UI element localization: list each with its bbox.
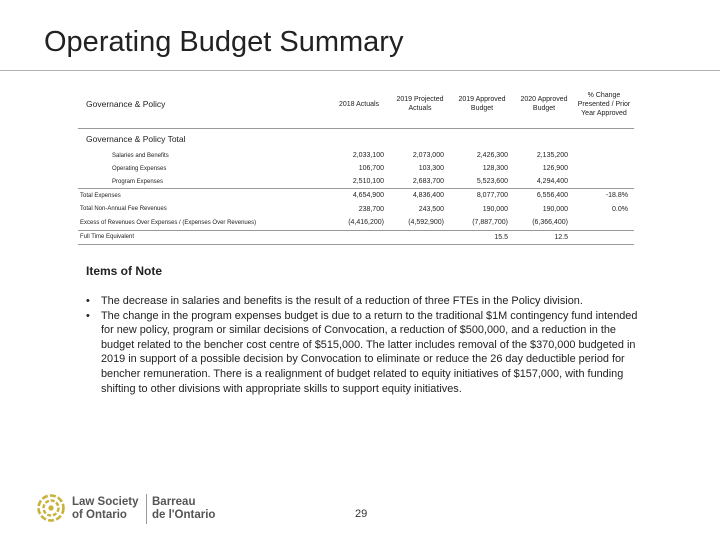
section-label: Governance & Policy Total bbox=[86, 134, 186, 144]
row-label: Program Expenses bbox=[112, 178, 164, 185]
cell-2018: 4,654,900 bbox=[328, 189, 390, 203]
header-percent-change: % Change Presented / Prior Year Approved bbox=[574, 80, 634, 129]
table-row bbox=[78, 216, 634, 230]
cell-2019-projected: 2,073,000 bbox=[412, 152, 444, 159]
cell-2020-approved: 190,000 bbox=[542, 205, 568, 213]
list-item-text: The change in the program expenses budget is due to a return to the traditional $1M contingency fund intended for new policy, program or similar decisions of Convocation, a reduction of $500,000, and a reduction in the budget related to the bencher cost centre of $515,000. The latter includes removal of the $370,000 budgeted in 2019 in support of a possible decision by Convocation to eliminate or reduce the 26 day deductible period for bencher remuneration. There is a realignment of budget related to equity initiatives of $157,000, with funding shifting to other divisions with appropriate skills to support equity initiatives. bbox=[101, 309, 638, 395]
cell-2018: (4,416,200) bbox=[348, 219, 384, 227]
cell-2018: 106,700 bbox=[358, 165, 384, 172]
logo-french-line2: de l'Ontario bbox=[152, 509, 216, 521]
cell-2019-approved: (7,887,700) bbox=[472, 219, 508, 227]
list-item bbox=[86, 294, 646, 309]
cell-percent bbox=[574, 175, 634, 189]
logo-english-line1: Law Society bbox=[72, 496, 139, 508]
cell-percent bbox=[574, 149, 634, 162]
cell-2018: 238,700 bbox=[358, 205, 384, 213]
header-category: Governance & Policy bbox=[78, 80, 328, 129]
law-society-emblem-icon bbox=[36, 492, 66, 524]
cell-percent bbox=[574, 230, 634, 245]
items-heading: Items of Note bbox=[86, 264, 163, 278]
cell-2019-approved: 15.5 bbox=[450, 230, 514, 245]
logo-divider bbox=[146, 494, 147, 524]
row-label: Excess of Revenues Over Expenses / (Expenses Over Revenues) bbox=[80, 219, 257, 226]
cell-2019-projected: 4,836,400 bbox=[390, 189, 450, 203]
cell-2020-approved: 2,135,200 bbox=[536, 152, 568, 159]
table-header-row bbox=[78, 80, 634, 129]
cell-percent bbox=[574, 162, 634, 175]
list-item-text: The decrease in salaries and benefits is the result of a reduction of three FTEs in the Policy division. bbox=[101, 295, 583, 307]
table-row bbox=[78, 149, 634, 162]
cell-2020-approved: 4,294,400 bbox=[536, 178, 568, 185]
cell-2020-approved: 6,556,400 bbox=[514, 189, 574, 203]
table-row bbox=[78, 203, 634, 217]
table-row bbox=[78, 162, 634, 175]
budget-table bbox=[78, 80, 634, 245]
header-2020-approved: 2020 Approved Budget bbox=[514, 80, 574, 129]
cell-2020-approved: 126,900 bbox=[542, 165, 568, 172]
row-label: Salaries and Benefits bbox=[112, 152, 169, 159]
cell-2019-projected: 243,500 bbox=[418, 205, 444, 213]
table-row bbox=[78, 175, 634, 189]
cell-2019-projected bbox=[390, 230, 450, 245]
cell-2019-approved: 8,077,700 bbox=[450, 189, 514, 203]
cell-2019-approved: 128,300 bbox=[482, 165, 508, 172]
header-2019-approved: 2019 Approved Budget bbox=[450, 80, 514, 129]
row-label: Total Expenses bbox=[78, 189, 328, 203]
logo-english-line2: of Ontario bbox=[72, 509, 127, 521]
cell-percent: -18.8% bbox=[574, 189, 634, 203]
logo-french-line1: Barreau bbox=[152, 496, 196, 508]
cell-percent: 0.0% bbox=[612, 205, 628, 213]
section-row bbox=[78, 129, 634, 150]
page-title: Operating Budget Summary bbox=[44, 26, 404, 58]
cell-percent bbox=[574, 216, 634, 230]
table-row bbox=[78, 230, 634, 245]
cell-2020-approved: 12.5 bbox=[514, 230, 574, 245]
cell-2019-projected: (4,592,900) bbox=[408, 219, 444, 227]
logo-text-french bbox=[152, 496, 215, 522]
title-divider bbox=[0, 70, 720, 71]
cell-2018: 2,510,100 bbox=[352, 178, 384, 185]
header-2019-projected: 2019 Projected Actuals bbox=[390, 80, 450, 129]
cell-2019-projected: 103,300 bbox=[418, 165, 444, 172]
logo-text-english bbox=[72, 496, 138, 522]
items-of-note bbox=[86, 264, 646, 396]
cell-2020-approved: (6,366,400) bbox=[532, 219, 568, 227]
cell-2019-approved: 2,426,300 bbox=[476, 152, 508, 159]
cell-2019-projected: 2,683,700 bbox=[412, 178, 444, 185]
cell-2018 bbox=[328, 230, 390, 245]
cell-2018: 2,033,100 bbox=[352, 152, 384, 159]
items-list bbox=[86, 294, 646, 396]
header-2018-actuals: 2018 Actuals bbox=[328, 80, 390, 129]
cell-2019-approved: 5,523,600 bbox=[476, 178, 508, 185]
bullet-icon: • bbox=[86, 309, 90, 322]
table-row bbox=[78, 189, 634, 203]
bullet-icon: • bbox=[86, 295, 90, 307]
row-label: Full Time Equivalent bbox=[78, 230, 328, 245]
row-label: Operating Expenses bbox=[112, 165, 167, 172]
cell-2019-approved: 190,000 bbox=[482, 205, 508, 213]
list-item bbox=[86, 309, 646, 397]
row-label: Total Non-Annual Fee Revenues bbox=[80, 206, 167, 213]
page-number: 29 bbox=[355, 508, 368, 520]
law-society-logo bbox=[36, 492, 236, 532]
